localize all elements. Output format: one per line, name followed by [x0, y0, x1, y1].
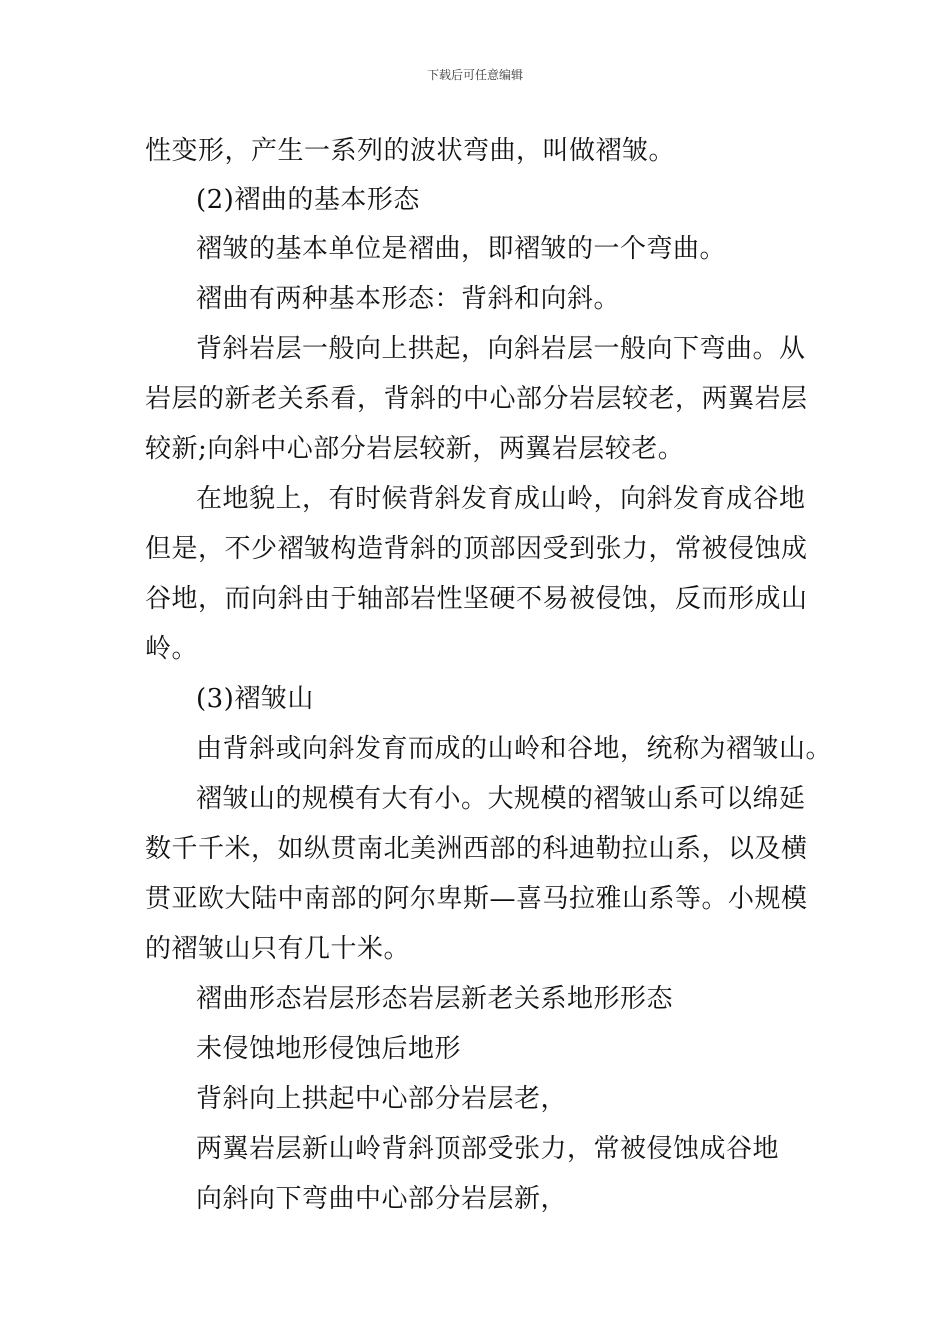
paragraph-line: 岩层的新老关系看，背斜的中心部分岩层较老，两翼岩层: [145, 384, 808, 414]
table-text-line: 褶曲形态岩层形态岩层新老关系地形形态: [196, 984, 674, 1014]
paragraph-line: 岭。: [145, 634, 199, 664]
paragraph-line: 在地貌上，有时候背斜发育成山岭，向斜发育成谷地: [196, 484, 806, 514]
paragraph-line: 较新;向斜中心部分岩层较新，两翼岩层较老。: [145, 434, 685, 464]
paragraph-line: 由背斜或向斜发育而成的山岭和谷地，统称为褶皱山。: [196, 734, 833, 764]
table-text-line: 两翼岩层新山岭背斜顶部受张力，常被侵蚀成谷地: [196, 1134, 780, 1164]
table-text-line: 未侵蚀地形侵蚀后地形: [196, 1034, 462, 1064]
table-text-line: 向斜向下弯曲中心部分岩层新，: [196, 1184, 568, 1214]
paragraph-line: 褶皱山的规模有大有小。大规模的褶皱山系可以绵延: [196, 784, 806, 814]
paragraph-line: 性变形，产生一系列的波状弯曲，叫做褶皱。: [145, 136, 676, 166]
section-heading: (2)褶曲的基本形态: [196, 185, 420, 215]
paragraph-line: 但是，不少褶皱构造背斜的顶部因受到张力，常被侵蚀成: [145, 534, 808, 564]
paragraph-line: 贯亚欧大陆中南部的阿尔卑斯—喜马拉雅山系等。小规模: [145, 884, 808, 914]
paragraph-line: 背斜岩层一般向上拱起，向斜岩层一般向下弯曲。从: [196, 334, 806, 364]
paragraph-line: 的褶皱山只有几十米。: [145, 934, 411, 964]
paragraph-line: 褶皱的基本单位是褶曲，即褶皱的一个弯曲。: [196, 234, 727, 264]
table-text-line: 背斜向上拱起中心部分岩层老，: [196, 1084, 568, 1114]
paragraph-line: 数千千米，如纵贯南北美洲西部的科迪勒拉山系，以及横: [145, 834, 808, 864]
page-header: 下载后可任意编辑: [426, 68, 523, 82]
paragraph-line: 褶曲有两种基本形态：背斜和向斜。: [196, 284, 621, 314]
paragraph-line: 谷地，而向斜由于轴部岩性坚硬不易被侵蚀，反而形成山: [145, 584, 808, 614]
section-heading: (3)褶皱山: [196, 684, 314, 714]
